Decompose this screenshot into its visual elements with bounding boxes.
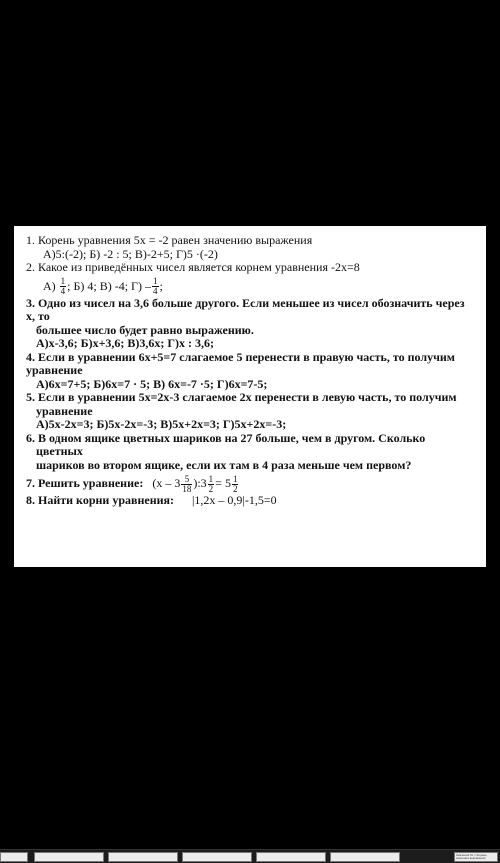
question-5-line-2: уравнение bbox=[36, 403, 93, 418]
question-3-line-2: х, то bbox=[26, 309, 50, 323]
taskbar-thumbnail-5[interactable] bbox=[256, 852, 326, 862]
equation-7: (х – 3 $\frac{5}{18}$ ):3 $\frac{1}{2}$ = 5 $\frac{1}{2}$ bbox=[152, 473, 238, 494]
question-1-title: 1. Корень уравнения 5х = -2 равен значению выражения bbox=[26, 233, 313, 247]
taskbar-thumbnail-3[interactable] bbox=[108, 852, 178, 862]
question-4-line-2: уравнение bbox=[26, 363, 83, 377]
question-1-options: А)5:(-2); Б) -2 : 5; В)-2+5; Г)5 ·(-2) bbox=[43, 246, 218, 261]
question-6-line-2: цветных bbox=[36, 444, 83, 458]
question-5-options: А)5х-2х=3; Б)5х-2х=-3; В)5х+2х=3; Г)5х+2х=-3; bbox=[36, 417, 287, 431]
question-4-options: А)6х=7+5; Б)6х=7 · 5; В) 6х=-7 ·5; Г)6х=7-5; bbox=[36, 376, 268, 391]
question-2-title: 2. Какое из приведённых чисел является корнем уравнения -2х=8 bbox=[26, 260, 360, 274]
question-6-line-1: 6. В одном ящике цветных шариков на 27 больше, чем в другом. Сколько bbox=[26, 430, 426, 445]
taskbar bbox=[0, 849, 500, 863]
taskbar-thumbnail-active[interactable]: Значения 5х = Корень значения выражения bbox=[454, 852, 498, 862]
worksheet-page bbox=[14, 226, 486, 567]
options-rest: ; Б) 4; В) -4; Г) – bbox=[67, 278, 151, 293]
question-5-line-1: 5. Если в уравнении 5х=2х-3 слагаемое 2х перенести в левую часть, то получим bbox=[26, 390, 457, 404]
question-8-title: 8. Найти корни уравнения: bbox=[26, 493, 175, 507]
options-end: ; bbox=[159, 278, 163, 293]
fraction-d: $\frac{1}{4}$ bbox=[153, 276, 158, 297]
question-3-line-3: большее число будет равно выражению. bbox=[36, 322, 254, 337]
fraction-a: $\frac{1}{4}$ bbox=[60, 276, 66, 297]
question-3-line-1: 3. Одно из чисел на 3,6 больше другого. Если меньшее из чисел обозначить через bbox=[26, 295, 465, 310]
equation-8: |1,2х – 0,9|-1,5=0 bbox=[192, 493, 277, 507]
question-7-title: 7. Решить уравнение: bbox=[26, 476, 144, 490]
question-2-options bbox=[26, 275, 480, 297]
question-4-line-1: 4. Если в уравнении 6х+5=7 слагаемое 5 перенести в правую часть, то получим bbox=[26, 349, 455, 364]
taskbar-thumbnail-4[interactable] bbox=[182, 852, 252, 862]
taskbar-thumbnail-1[interactable] bbox=[0, 852, 28, 862]
taskbar-thumbnail-6[interactable] bbox=[330, 852, 400, 862]
question-7 bbox=[26, 472, 480, 494]
taskbar-thumbnail-2[interactable] bbox=[34, 852, 104, 862]
option-a-prefix: А) bbox=[43, 278, 56, 293]
question-3-options: А)х-3,6; Б)х+3,6; В)3,6х; Г)х : 3,6; bbox=[36, 336, 215, 350]
question-6-line-3: шариков во втором ящике, если их там в 4 раза меньше чем первом? bbox=[36, 457, 412, 472]
question-8 bbox=[26, 494, 480, 508]
